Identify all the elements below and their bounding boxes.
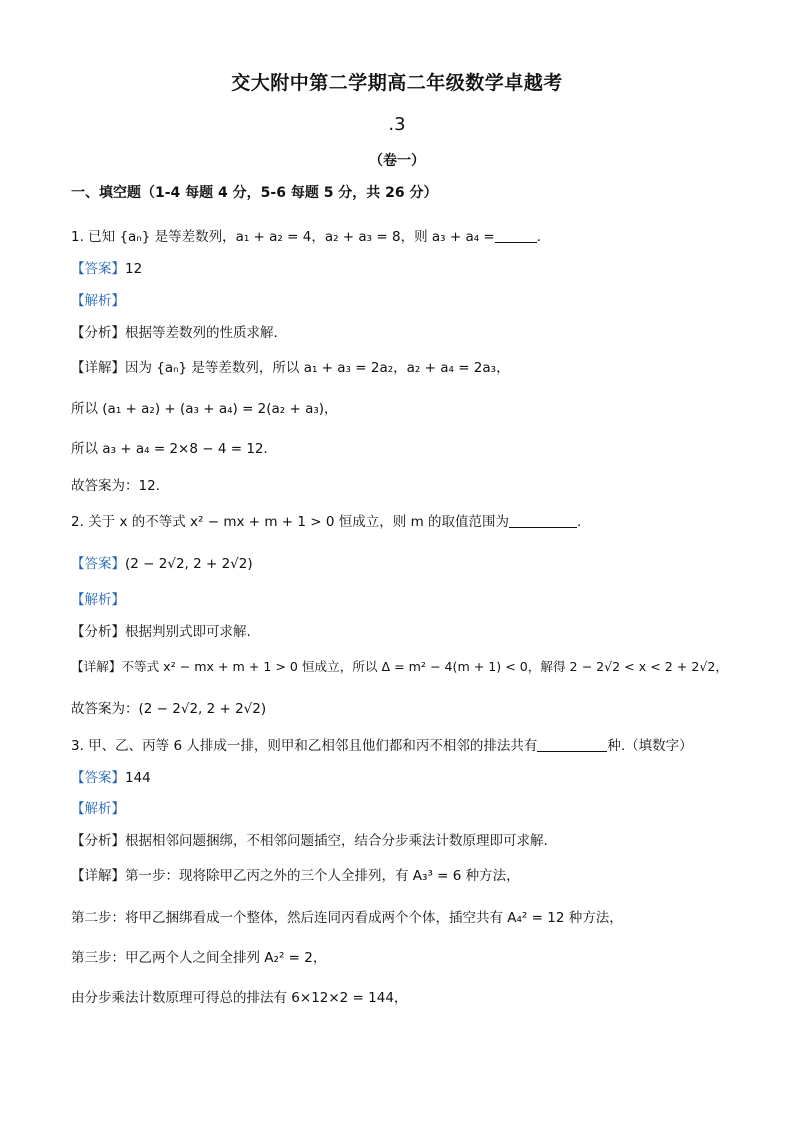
volume-label: （卷一） <box>369 153 425 169</box>
q1-fenxi-line <box>71 321 287 341</box>
q2-analysis-tag: 【解析】 <box>71 592 125 608</box>
q3-step2: 第二步：将甲乙捆绑看成一个整体，然后连同丙看成两个个体，插空共有 A₄² = 12 种方法， <box>71 910 623 926</box>
q3-step3: 第三步：甲乙两个人之间全排列 A₂² = 2， <box>71 950 327 966</box>
q1-question: 1. 已知 {aₙ} 是等差数列，a₁ + a₂ = 4，a₂ + a₃ = 8，则 a₃ + a₄ = . <box>71 229 542 245</box>
q1-answer-blank <box>495 242 537 243</box>
q3-analysis-tag: 【解析】 <box>71 801 125 817</box>
q3-answer-tag: 【答案】 <box>71 770 125 786</box>
q2-fenxi: 根据判别式即可求解. <box>125 624 251 640</box>
q1-fenxi: 根据等差数列的性质求解． <box>125 325 287 341</box>
q3-analysis-line <box>71 797 125 817</box>
q2-xiangjie-tag: 【详解】 <box>71 659 122 674</box>
q1-answer-line <box>71 257 142 277</box>
q2-answer: (2 − 2√2, 2 + 2√2) <box>125 556 253 572</box>
q3-xiangjie-tag: 【详解】 <box>71 868 125 884</box>
q3-question-tail: 种.（填数字） <box>607 738 693 754</box>
q2-question: 2. 关于 x 的不等式 x² − mx + m + 1 > 0 恒成立，则 m 的取值范围为 . <box>71 514 582 530</box>
exam-date: .3 <box>388 114 406 135</box>
q1-answer-tag: 【答案】 <box>71 261 125 277</box>
q1-analysis-tag: 【解析】 <box>71 293 125 309</box>
q2-conclusion: 故答案为：(2 − 2√2, 2 + 2√2) <box>71 701 267 717</box>
q2-analysis-line <box>71 588 125 608</box>
q1-xiangjie-line <box>71 356 510 376</box>
section-heading: 一、填空题（1-4 每题 4 分，5-6 每题 5 分，共 26 分） <box>71 185 438 201</box>
q3-answer: 144 <box>125 770 151 786</box>
page-title: 交大附中第二学期高二年级数学卓越考 <box>231 72 563 94</box>
q3-xiangjie-line <box>71 864 520 884</box>
q1-step2: 所以 (a₁ + a₂) + (a₃ + a₄) = 2(a₂ + a₃)， <box>71 401 338 417</box>
q2-answer-blank <box>509 527 577 528</box>
q1-analysis-line <box>71 289 125 309</box>
q1-question-text: 1. 已知 {aₙ} 是等差数列，a₁ + a₂ = 4，a₂ + a₃ = 8，则 a₃ + a₄ = <box>71 229 495 245</box>
q2-xiangjie: 不等式 x² − mx + m + 1 > 0 恒成立，所以 Δ = m² − 4(m + 1) < 0，解得 2 − 2√2 < x < 2 + 2√2， <box>121 659 728 674</box>
q1-step3: 所以 a₃ + a₄ = 2×8 − 4 = 12． <box>71 441 277 457</box>
q1-xiangjie: 因为 {aₙ} 是等差数列，所以 a₁ + a₃ = 2a₂，a₂ + a₄ = 2a₃， <box>125 360 510 376</box>
q2-answer-line <box>71 552 253 572</box>
q3-step4: 由分步乘法计数原理可得总的排法有 6×12×2 = 144， <box>71 990 408 1006</box>
q3-fenxi-line <box>71 829 548 849</box>
q1-xiangjie-tag: 【详解】 <box>71 360 125 376</box>
q3-answer-blank <box>537 751 607 752</box>
q2-xiangjie-line <box>71 656 728 675</box>
q1-answer: 12 <box>125 261 143 277</box>
q2-fenxi-tag: 【分析】 <box>71 624 125 640</box>
q3-question-text: 3. 甲、乙、丙等 6 人排成一排，则甲和乙相邻且他们都和丙不相邻的排法共有 <box>71 738 538 754</box>
q1-conclusion: 故答案为：12. <box>71 478 160 494</box>
q3-question <box>71 734 693 754</box>
q2-fenxi-line <box>71 620 251 640</box>
q2-answer-tag: 【答案】 <box>71 556 125 572</box>
q3-fenxi: 根据相邻问题捆绑，不相邻问题插空，结合分步乘法计数原理即可求解. <box>125 833 548 849</box>
q1-fenxi-tag: 【分析】 <box>71 325 125 341</box>
q3-answer-line <box>71 766 151 786</box>
q2-question-text: 2. 关于 x 的不等式 x² − mx + m + 1 > 0 恒成立，则 m 的取值范围为 <box>71 514 510 530</box>
q3-xiangjie: 第一步：现将除甲乙丙之外的三个人全排列，有 A₃³ = 6 种方法， <box>125 868 520 884</box>
q3-fenxi-tag: 【分析】 <box>71 833 125 849</box>
